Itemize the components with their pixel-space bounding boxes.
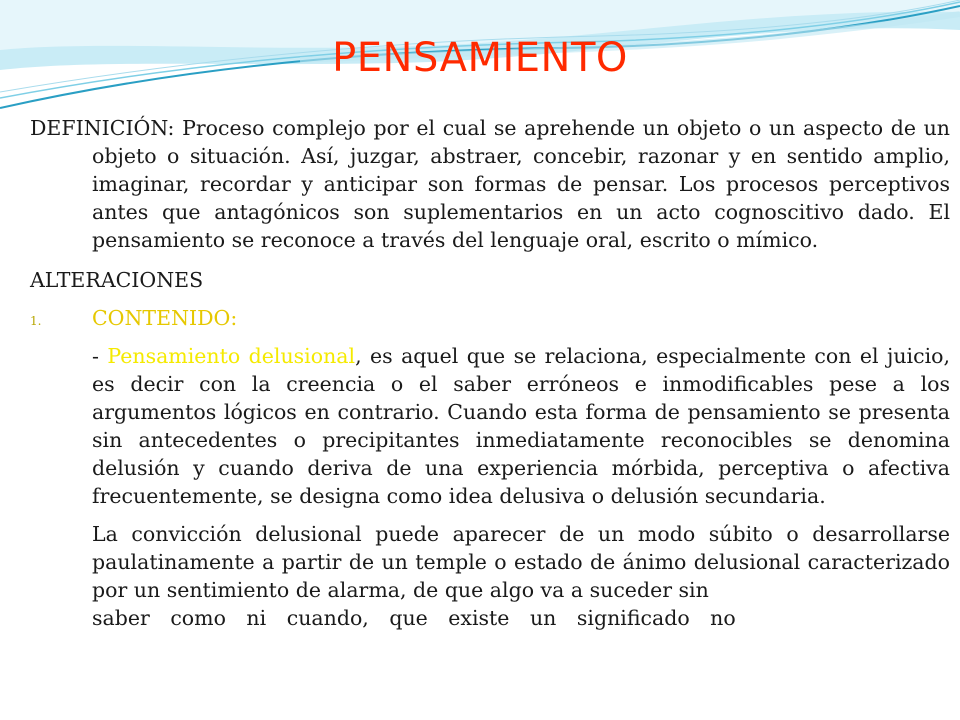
- highlighted-term: Pensamiento delusional: [107, 344, 356, 368]
- paragraph-text: , es aquel que se relaciona, especialmente con el juicio, es decir con la creencia o el saber erróneos e inmodificables pese a los argumentos lógicos en contrario. Cuando esta forma de pensamiento se presenta sin antecedentes o precipitantes inmediatamente reconocibles se denomina delusión y cuando deriva de una experiencia mórbida, perceptiva o afectiva frecuentemente, se designa como idea delusiva o delusión secundaria.: [92, 344, 950, 508]
- slide-body: [30, 114, 950, 632]
- list-item-label: CONTENIDO:: [92, 306, 238, 330]
- conviction-paragraph-last-line: saber como ni cuando, que existe un significado no: [92, 606, 736, 630]
- section-heading: ALTERACIONES: [30, 268, 204, 292]
- delusional-paragraph: [30, 342, 950, 510]
- definition-paragraph: DEFINICIÓN: Proceso complejo por el cual se aprehende un objeto o un aspecto de un objeto o situación. Así, juzgar, abstraer, concebir, razonar y en sentido amplio, imaginar, recordar y anticipar son formas de pensar. Los procesos perceptivos antes que antagónicos son suplementarios en un acto cognoscitivo dado. El pensamiento se reconoce a través del lenguaje oral, escrito o mímico.: [30, 116, 950, 252]
- conviction-paragraph: La convicción delusional puede aparecer de un modo súbito o desarrollarse paulatinamente a partir de un temple o estado de ánimo delusional caracterizado por un sentimiento de alarma, de que algo va a suceder sin: [92, 522, 950, 602]
- list-item: [30, 304, 950, 332]
- list-number: 1.: [30, 314, 42, 328]
- slide-title: PENSAMIENTO: [332, 35, 628, 81]
- dash-marker: -: [92, 344, 108, 368]
